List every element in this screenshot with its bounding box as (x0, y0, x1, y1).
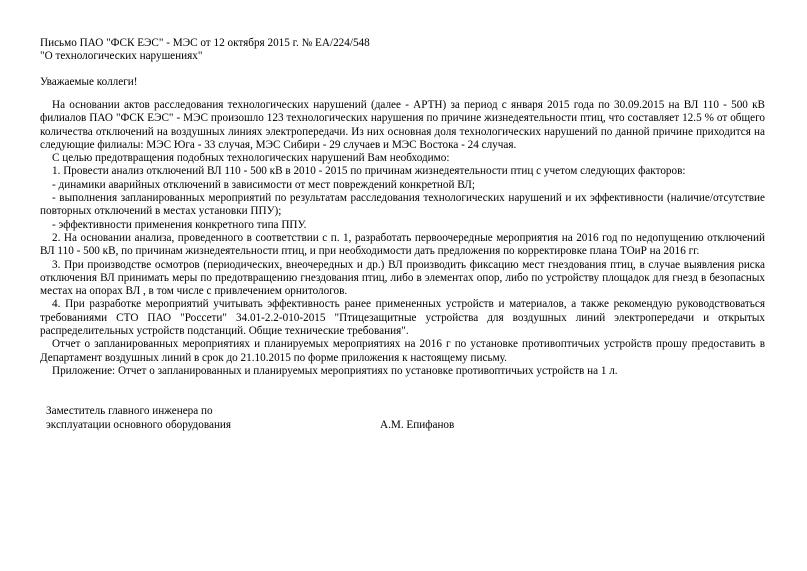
paragraph-item-1: 1. Провести анализ отключений ВЛ 110 - 500 кВ в 2010 - 2015 по причинам жизнедеятельности птиц с учетом следующих факторов: (52, 165, 686, 178)
paragraph-purpose: С целью предотвращения подобных технологических нарушений Вам необходимо: (52, 152, 450, 165)
signatory-name: А.М. Епифанов (380, 419, 455, 431)
letter-title: Письмо ПАО "ФСК ЕЭС" - МЭС от 12 октября 2015 г. № ЕА/224/548 (40, 37, 370, 49)
paragraph-item-2: 2. На основании анализа, проведенного в соответствии с п. 1, разработать первоочередные мероприятия на 2016 год по недопущению отключений ВЛ 110 - 500 кВ, по причинам жизнедеятельности птиц, и при необходимости дать предложения по корректировке плана ТОиР на 2016 гг. (40, 231, 765, 258)
signatory-title-line1: Заместитель главного инженера по (46, 405, 213, 417)
signature-block (46, 405, 466, 433)
paragraph-item-3: 3. При производстве осмотров (периодических, внеочередных и др.) ВЛ производить фиксацию мест гнездования птиц, в случае выявления риска отключения ВЛ принимать меры по предотвращению гнездования птиц, либо в элементах опор, либо по устройству площадок для гнезд в безопасных местах на опорах ВЛ , в том числе с привлечением орнитологов. (40, 258, 765, 298)
paragraph-factor-ppu: - эффективности применения конкретного типа ППУ. (52, 218, 307, 231)
letter-subject: "О технологических нарушениях" (40, 50, 203, 63)
salutation: Уважаемые коллеги! (40, 76, 138, 88)
letter-header (40, 37, 770, 64)
paragraph-item-4: 4. При разработке мероприятий учитывать эффективность ранее примененных устройств и материалов, а также рекомендую руководствоваться требованиями СТО ПАО "Россети" 34.01-2.2-010-2015 "Птицезащитные устройства для воздушных линий электропередачи и открытых распределительных устройств подстанций. Общие технические требования". (40, 298, 765, 338)
paragraph-report: Отчет о запланированных мероприятиях и планируемых мероприятиях на 2016 г по установке противоптичьих устройств прошу предоставить в Департамент воздушных линий в срок до 21.10.2015 по форме приложения к настоящему письму. (40, 338, 765, 364)
paragraph-attachment: Приложение: Отчет о запланированных и планируемых мероприятиях по установке противоптичьих устройств на 1 л. (52, 364, 618, 377)
paragraph-intro: На основании актов расследования технологических нарушений (далее - АРТН) за период с января 2015 года по 30.09.2015 на ВЛ 110 - 500 кВ филиалов ПАО "ФСК ЕЭС" - МЭС произошло 123 технологических нарушения по причине жизнедеятельности птиц, что составляет 12.5 % от общего количества отключений на воздушных линиях электропередачи. Из них основная доля технологических нарушений по данной причине приходится на следующие филиалы: МЭС Юга - 33 случая, МЭС Сибири - 29 случаев и МЭС Востока - 24 случая. (40, 99, 765, 151)
letter-body (40, 99, 765, 378)
paragraph-factor-measures: - выполнения запланированных мероприятий по результатам расследования технологических нарушений и их эффективности (наличие/отсутствие повторных отключений в местах установки ППУ); (40, 192, 765, 218)
signatory-title-line2: эксплуатации основного оборудования (46, 419, 232, 431)
paragraph-factor-dynamics: - динамики аварийных отключений в зависимости от мест повреждений конкретной ВЛ; (52, 178, 475, 191)
